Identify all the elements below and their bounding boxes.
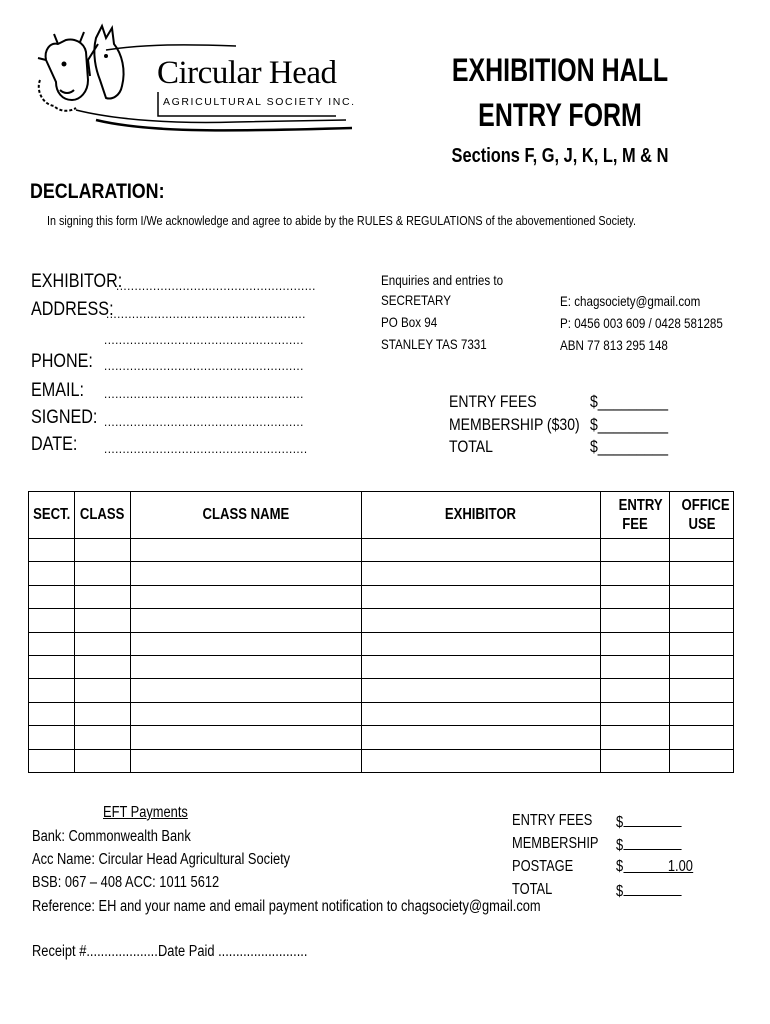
date-field[interactable]: ....................................................... <box>104 441 308 456</box>
table-cell[interactable] <box>670 726 734 749</box>
table-cell[interactable] <box>75 702 130 725</box>
membership-value[interactable]: $_________ <box>590 416 669 434</box>
table-cell[interactable] <box>130 655 361 678</box>
secretary-text: SECRETARY <box>381 292 451 308</box>
table-cell[interactable] <box>670 702 734 725</box>
table-cell[interactable] <box>670 632 734 655</box>
declaration-text: In signing this form I/We acknowledge and agree to abide by the RULES & REGULATIONS of the abovementioned Society. <box>47 213 636 228</box>
table-cell[interactable] <box>600 679 669 702</box>
logo-subtitle: AGRICULTURAL SOCIETY INC. <box>163 96 356 108</box>
phone-field[interactable]: ...................................................... <box>104 358 304 373</box>
table-cell[interactable] <box>130 702 361 725</box>
table-cell[interactable] <box>361 562 600 585</box>
signed-label: SIGNED: <box>31 407 98 428</box>
header-entry-fee: ENTRY FEE <box>600 492 669 539</box>
table-cell[interactable] <box>361 679 600 702</box>
enquiries-text: Enquiries and entries to <box>381 272 504 288</box>
table-header-row <box>29 492 734 539</box>
date-paid[interactable]: Date Paid ......................... <box>158 943 308 960</box>
table-cell[interactable] <box>600 539 669 562</box>
table-cell[interactable] <box>75 749 130 772</box>
exhibitor-field[interactable]: ...................................................... <box>116 278 316 293</box>
bottom-total-label: TOTAL <box>512 881 553 898</box>
bottom-postage-label: POSTAGE <box>512 858 574 875</box>
table-cell[interactable] <box>29 679 75 702</box>
eft-bsb: BSB: 067 – 408 ACC: 1011 5612 <box>32 874 220 891</box>
declaration-heading: DECLARATION: <box>30 180 165 203</box>
address-field-line2[interactable]: ...................................................... <box>104 332 304 347</box>
table-cell[interactable] <box>75 609 130 632</box>
bottom-membership-value[interactable]: $ <box>616 835 681 855</box>
table-row <box>29 632 734 655</box>
table-cell[interactable] <box>29 539 75 562</box>
table-cell[interactable] <box>670 585 734 608</box>
table-cell[interactable] <box>361 609 600 632</box>
table-cell[interactable] <box>29 702 75 725</box>
table-cell[interactable] <box>670 609 734 632</box>
table-cell[interactable] <box>130 749 361 772</box>
table-cell[interactable] <box>670 562 734 585</box>
table-cell[interactable] <box>130 679 361 702</box>
po-box-text: PO Box 94 <box>381 314 438 330</box>
table-cell[interactable] <box>130 562 361 585</box>
table-row <box>29 609 734 632</box>
bottom-entry-fees-value[interactable]: $ <box>616 812 681 832</box>
header-sect: SECT. <box>29 492 75 539</box>
table-cell[interactable] <box>130 726 361 749</box>
sections-subtitle: Sections F, G, J, K, L, M & N <box>451 145 669 167</box>
contact-abn: ABN 77 813 295 148 <box>560 337 668 353</box>
signed-field[interactable]: ...................................................... <box>104 414 304 429</box>
total-value[interactable]: $_________ <box>590 438 669 456</box>
header-office-use: OFFICE USE <box>670 492 734 539</box>
receipt-number[interactable]: Receipt #..................... <box>32 943 162 960</box>
header-class-name: CLASS NAME <box>130 492 361 539</box>
table-cell[interactable] <box>670 749 734 772</box>
table-cell[interactable] <box>361 655 600 678</box>
table-cell[interactable] <box>600 749 669 772</box>
header-class: CLASS <box>75 492 130 539</box>
eft-account-name: Acc Name: Circular Head Agricultural Society <box>32 851 291 868</box>
address-field[interactable]: ...................................................... <box>106 306 306 321</box>
table-row <box>29 749 734 772</box>
total-label: TOTAL <box>449 438 493 456</box>
table-cell[interactable] <box>361 749 600 772</box>
table-cell[interactable] <box>600 726 669 749</box>
table-cell[interactable] <box>75 562 130 585</box>
bottom-entry-fees-label: ENTRY FEES <box>512 812 593 829</box>
table-row <box>29 562 734 585</box>
table-cell[interactable] <box>29 655 75 678</box>
table-cell[interactable] <box>29 562 75 585</box>
table-cell[interactable] <box>600 562 669 585</box>
eft-reference: Reference: EH and your name and email payment notification to chagsociety@gmail.com <box>32 898 541 915</box>
phone-label: PHONE: <box>31 351 93 372</box>
email-field[interactable]: ...................................................... <box>104 386 304 401</box>
table-row <box>29 726 734 749</box>
table-cell[interactable] <box>600 609 669 632</box>
address-label: ADDRESS: <box>31 299 114 320</box>
table-cell[interactable] <box>130 632 361 655</box>
form-title-line1: EXHIBITION HALL <box>451 52 669 88</box>
table-cell[interactable] <box>361 539 600 562</box>
table-cell[interactable] <box>75 655 130 678</box>
membership-label: MEMBERSHIP ($30) <box>449 416 580 434</box>
table-cell[interactable] <box>361 726 600 749</box>
table-cell[interactable] <box>361 632 600 655</box>
bottom-postage-value[interactable]: $ 1.00 <box>616 858 693 875</box>
table-cell[interactable] <box>29 585 75 608</box>
table-cell[interactable] <box>75 539 130 562</box>
eft-bank: Bank: Commonwealth Bank <box>32 828 191 845</box>
table-cell[interactable] <box>670 679 734 702</box>
header-exhibitor: EXHIBITOR <box>361 492 600 539</box>
table-cell[interactable] <box>29 609 75 632</box>
eft-heading: EFT Payments <box>103 804 188 821</box>
table-cell[interactable] <box>600 655 669 678</box>
table-cell[interactable] <box>75 632 130 655</box>
table-row <box>29 702 734 725</box>
email-label: EMAIL: <box>31 380 84 401</box>
table-cell[interactable] <box>75 679 130 702</box>
exhibitor-label: EXHIBITOR: <box>31 271 123 292</box>
town-text: STANLEY TAS 7331 <box>381 336 487 352</box>
table-cell[interactable] <box>75 726 130 749</box>
table-cell[interactable] <box>29 632 75 655</box>
table-cell[interactable] <box>130 539 361 562</box>
entry-table <box>28 491 734 773</box>
table-cell[interactable] <box>29 749 75 772</box>
date-label: DATE: <box>31 434 78 455</box>
logo-title: Circular Head <box>157 55 337 91</box>
table-row <box>29 655 734 678</box>
contact-email: E: chagsociety@gmail.com <box>560 293 701 309</box>
bottom-total-value[interactable]: $ <box>616 881 681 901</box>
table-cell[interactable] <box>670 539 734 562</box>
table-cell[interactable] <box>600 702 669 725</box>
table-cell[interactable] <box>130 609 361 632</box>
table-row <box>29 679 734 702</box>
table-cell[interactable] <box>75 585 130 608</box>
table-cell[interactable] <box>670 655 734 678</box>
entry-fees-value[interactable]: $_________ <box>590 393 669 411</box>
table-cell[interactable] <box>361 702 600 725</box>
table-row <box>29 539 734 562</box>
form-title-line2: ENTRY FORM <box>478 97 642 133</box>
entry-fees-label: ENTRY FEES <box>449 393 537 411</box>
table-cell[interactable] <box>600 585 669 608</box>
bottom-membership-label: MEMBERSHIP <box>512 835 599 852</box>
table-cell[interactable] <box>29 726 75 749</box>
contact-phone: P: 0456 003 609 / 0428 581285 <box>560 315 723 331</box>
table-row <box>29 585 734 608</box>
table-cell[interactable] <box>600 632 669 655</box>
table-cell[interactable] <box>361 585 600 608</box>
table-cell[interactable] <box>130 585 361 608</box>
